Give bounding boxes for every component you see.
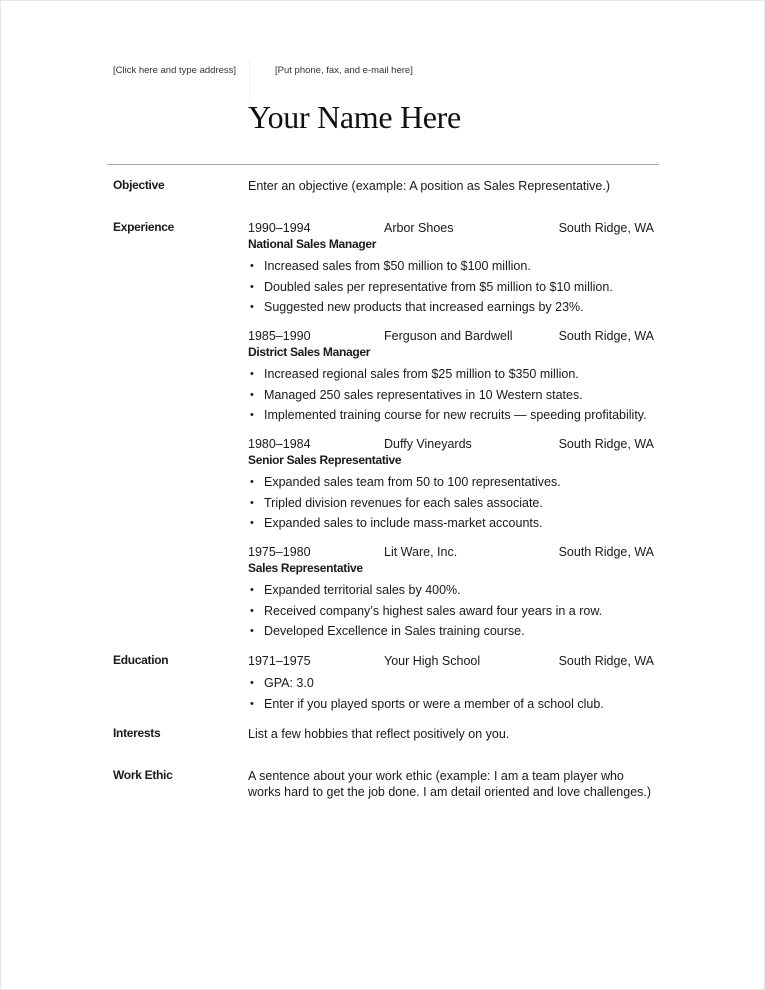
work-ethic-label: Work Ethic bbox=[113, 768, 173, 782]
job-entry bbox=[248, 544, 658, 642]
job-bullet: • Expanded sales to include mass-market accounts. bbox=[248, 513, 658, 534]
job-bullet: • Expanded territorial sales by 400%. bbox=[248, 580, 658, 601]
objective-text[interactable]: Enter an objective (example: A position as Sales Representative.) bbox=[248, 179, 611, 193]
address-field[interactable]: [Click here and type address] bbox=[113, 65, 237, 76]
job-company: Arbor Shoes bbox=[384, 221, 454, 235]
job-dates: 1985–1990 bbox=[248, 329, 311, 343]
job-title: Senior Sales Representative bbox=[248, 453, 402, 467]
education-dates: 1971–1975 bbox=[248, 654, 311, 668]
job-title: District Sales Manager bbox=[248, 345, 371, 359]
education-bullet: • Enter if you played sports or were a member of a school club. bbox=[248, 694, 658, 715]
job-entry bbox=[248, 220, 658, 318]
job-title: Sales Representative bbox=[248, 561, 363, 575]
job-location: South Ridge, WA bbox=[558, 221, 654, 235]
education-label: Education bbox=[113, 653, 169, 667]
education-school: Your High School bbox=[384, 654, 481, 668]
education-location: South Ridge, WA bbox=[558, 654, 654, 668]
job-location: South Ridge, WA bbox=[558, 329, 654, 343]
job-bullet: • Developed Excellence in Sales training course. bbox=[248, 621, 658, 642]
work-ethic-line: works hard to get the job done. I am detail oriented and love challenges.) bbox=[248, 785, 652, 799]
job-bullet: • Expanded sales team from 50 to 100 representatives. bbox=[248, 472, 658, 493]
job-bullet: • Suggested new products that increased earnings by 23%. bbox=[248, 297, 658, 318]
job-location: South Ridge, WA bbox=[558, 545, 654, 559]
job-location: South Ridge, WA bbox=[558, 437, 654, 451]
job-bullet: • Doubled sales per representative from $5 million to $10 million. bbox=[248, 277, 658, 298]
job-company: Ferguson and Bardwell bbox=[384, 329, 513, 343]
job-dates: 1975–1980 bbox=[248, 545, 311, 559]
education-entry bbox=[248, 653, 658, 714]
job-entry bbox=[248, 436, 658, 534]
job-entry bbox=[248, 328, 658, 426]
education-bullet: • GPA: 3.0 bbox=[248, 673, 658, 694]
horizontal-rule bbox=[107, 164, 659, 165]
job-company: Lit Ware, Inc. bbox=[384, 545, 458, 559]
job-title: National Sales Manager bbox=[248, 237, 377, 251]
job-bullet: • Tripled division revenues for each sales associate. bbox=[248, 493, 658, 514]
job-bullet: • Implemented training course for new recruits — speeding profitability. bbox=[248, 405, 658, 426]
job-dates: 1990–1994 bbox=[248, 221, 311, 235]
job-bullet: • Increased regional sales from $25 million to $350 million. bbox=[248, 364, 658, 385]
experience-label: Experience bbox=[113, 220, 175, 234]
interests-label: Interests bbox=[113, 726, 161, 740]
job-bullet: • Managed 250 sales representatives in 10 Western states. bbox=[248, 385, 658, 406]
job-bullet: • Received company’s highest sales award four years in a row. bbox=[248, 601, 658, 622]
name-heading[interactable]: Your Name Here bbox=[248, 99, 461, 135]
objective-label: Objective bbox=[113, 178, 165, 192]
job-bullet: • Increased sales from $50 million to $100 million. bbox=[248, 256, 658, 277]
header-divider bbox=[249, 61, 250, 101]
job-dates: 1980–1984 bbox=[248, 437, 311, 451]
work-ethic-line: A sentence about your work ethic (example: I am a team player who bbox=[248, 769, 624, 783]
interests-text[interactable]: List a few hobbies that reflect positively on you. bbox=[248, 727, 510, 741]
work-ethic-text[interactable] bbox=[248, 768, 658, 800]
job-company: Duffy Vineyards bbox=[384, 437, 472, 451]
contact-field[interactable]: [Put phone, fax, and e-mail here] bbox=[275, 65, 413, 76]
